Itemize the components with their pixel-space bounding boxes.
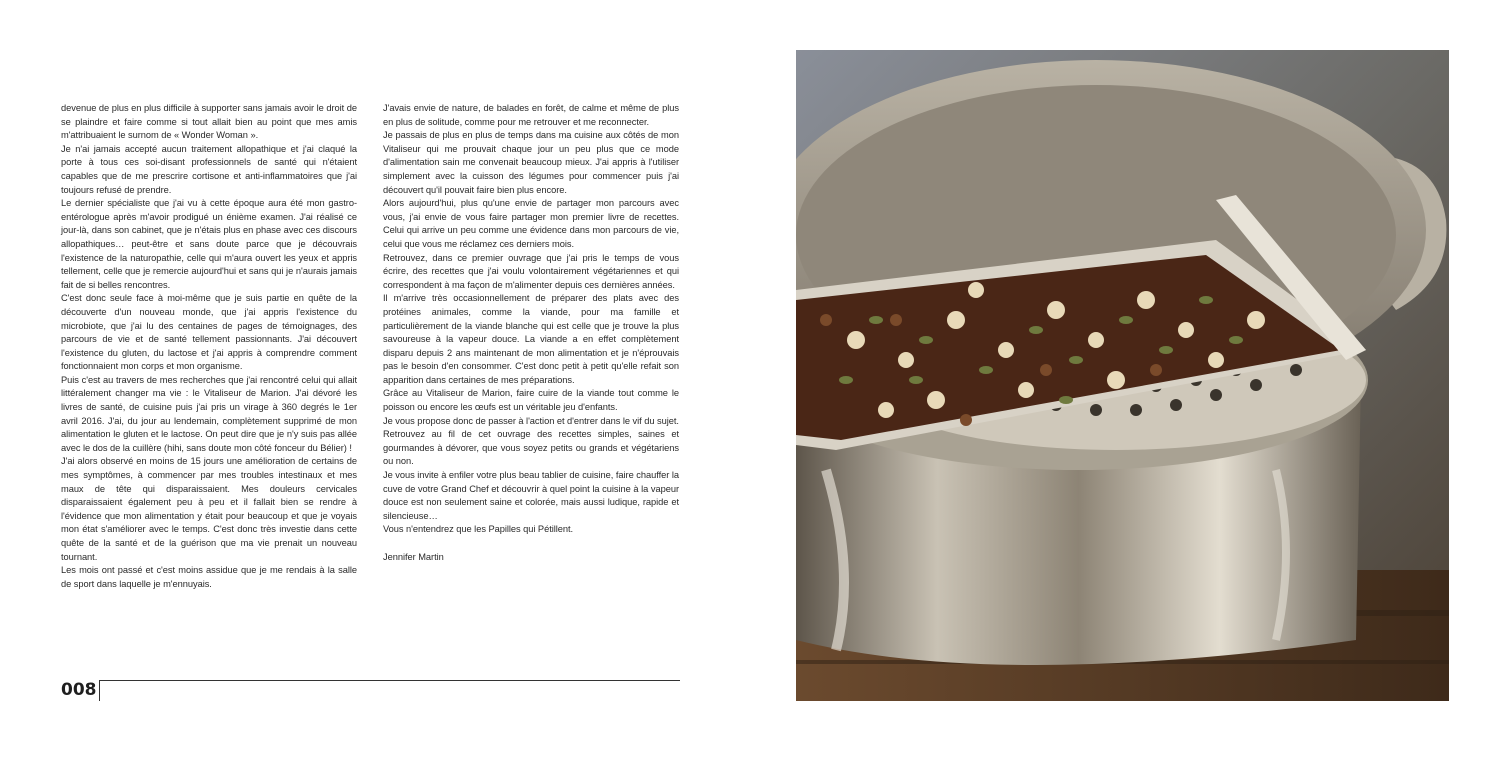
paragraph: Vous n'entendrez que les Papilles qui Pétillent. — [383, 524, 574, 535]
paragraph: Je vous propose donc de passer à l'action et d'entrer dans le vif du sujet. — [383, 415, 679, 426]
paragraph: C'est donc seule face à moi-même que je suis partie en quête de la découverte d'un nouveau monde, que j'ai appris l'existence du microbiote, que j'ai lu des centaines de pages de témoignages, des parcours de vie et de santé tellement passionnants. J'ai découvert l'existence du gluten, du lactose et j'ai appris à comprendre comment fonctionnaient mon corps et mon organisme. — [61, 293, 357, 372]
paragraph: Retrouvez au fil de cet ouvrage des recettes simples, saines et gourmandes à dévorer, que vous soyez petits ou grands et végétariens ou non. — [383, 429, 679, 467]
paragraph: Le dernier spécialiste que j'ai vu à cette époque aura été mon gastro-entérologue après m'avoir prodigué un énième examen. J'ai réalisé ce jour-là, dans son cabinet, que je n'étais plus en phase avec ces discours allopathiques… peut-être et sans doute parce que je découvrais l'existence de la naturopathie, celle qui m'aura ouvert les yeux et appris tellement, celle que je remercie aujourd'hui et sans qui je n'aurais jamais fait de si belles rencontres. — [61, 198, 357, 290]
text-column-right — [383, 102, 679, 564]
paragraph: Alors aujourd'hui, plus qu'une envie de partager mon parcours avec vous, j'ai envie de vous faire partager mon premier livre de recettes. Celui qui arrive un peu comme une évidence dans mon parcours de vie, celui que vous me réclamez ces derniers mois. — [383, 198, 679, 249]
paragraph: Grâce au Vitaliseur de Marion, faire cuire de la viande tout comme le poisson ou encore les œufs est un véritable jeu d'enfants. — [383, 388, 679, 413]
paragraph: J'avais envie de nature, de balades en forêt, de calme et même de plus en plus de solitude, comme pour me retrouver et me reconnecter. — [383, 103, 679, 127]
text-column-left — [61, 102, 357, 591]
steamer-brownie-photo — [796, 50, 1449, 701]
paragraph: Je vous invite à enfiler votre plus beau tablier de cuisine, faire chauffer la cuve de votre Grand Chef et découvrir à quel point la cuisine à la vapeur douce est non seulement saine et colorée, mais aussi ludique, rapide et silencieuse… — [383, 470, 679, 521]
paragraph: J'ai alors observé en moins de 15 jours une amélioration de certains de mes symptômes, à commencer par mes troubles intestinaux et mes maux de tête qui disparaissaient. Mes douleurs cervicales disparaissaient également peu à peu et il fallait bien se rendre à l'évidence que mon alimentation y était pour beaucoup et que je voyais mon état s'améliorer avec le temps. C'est donc très investie dans cette quête de la santé et de la guérison que ma vie prenait un nouveau tournant. — [61, 456, 357, 562]
paragraph: Puis c'est au travers de mes recherches que j'ai rencontré celui qui allait littéralement changer ma vie : le Vitaliseur de Marion. J'ai dévoré les livres de santé, de cuisine puis j'ai pris un virage à 360 degrés le 1er avril 2016. J'ai, du jour au lendemain, complètement supprimé de mon alimentation le gluten et le lactose. On peut dire que je n'y suis pas allée avec le dos de la cuillère (hihi, sans doute mon côté fonceur du Bélier) ! — [61, 374, 357, 453]
paragraph: devenue de plus en plus difficile à supporter sans jamais avoir le droit de se plaindre et faire comme si tout allait bien au point que mes amis m'attribuaient le surnom de « Wonder Woman ». — [61, 103, 357, 141]
footer-rule — [100, 680, 680, 701]
page-number: 008 — [61, 680, 97, 700]
paragraph: Les mois ont passé et c'est moins assidue que je me rendais à la salle de sport dans laquelle je m'ennuyais. — [61, 565, 357, 589]
paragraph: Je passais de plus en plus de temps dans ma cuisine aux côtés de mon Vitaliseur qui me prouvait chaque jour un peu plus que ce mode d'alimentation sain me convenait beaucoup mieux. J'ai appris à l'utiliser simplement avec la cuisson des légumes pour commencer puis j'ai découvert qu'il pouvait faire bien plus encore. — [383, 130, 679, 195]
paragraph: Retrouvez, dans ce premier ouvrage que j'ai pris le temps de vous écrire, des recettes que j'ai voulu volontairement végétariennes et qui correspondent à ma façon de m'alimenter depuis ces dernières années. — [383, 252, 679, 290]
paragraph: Je n'ai jamais accepté aucun traitement allopathique et j'ai claqué la porte à tous ces soi-disant professionnels de santé qui n'étaient capables que de me prescrire cortisone et anti-inflammatoires que j'ai toujours refusé de prendre. — [61, 143, 357, 195]
paragraph: Il m'arrive très occasionnellement de préparer des plats avec des protéines animales, comme la viande, pour ma famille et particulièrement de la viande blanche qui est celle que je trouve la plus savoureuse à la vapeur douce. La viande a en effet complètement disparu depuis 2 ans maintenant de mon alimentation et je n'éprouvais pas le besoin d'en consommer. C'est donc petit à petit qu'elle refait son apparition dans certaines de mes préparations. — [383, 293, 679, 385]
photo-illustration — [796, 50, 1449, 701]
author-signature: Jennifer Martin — [383, 551, 444, 562]
